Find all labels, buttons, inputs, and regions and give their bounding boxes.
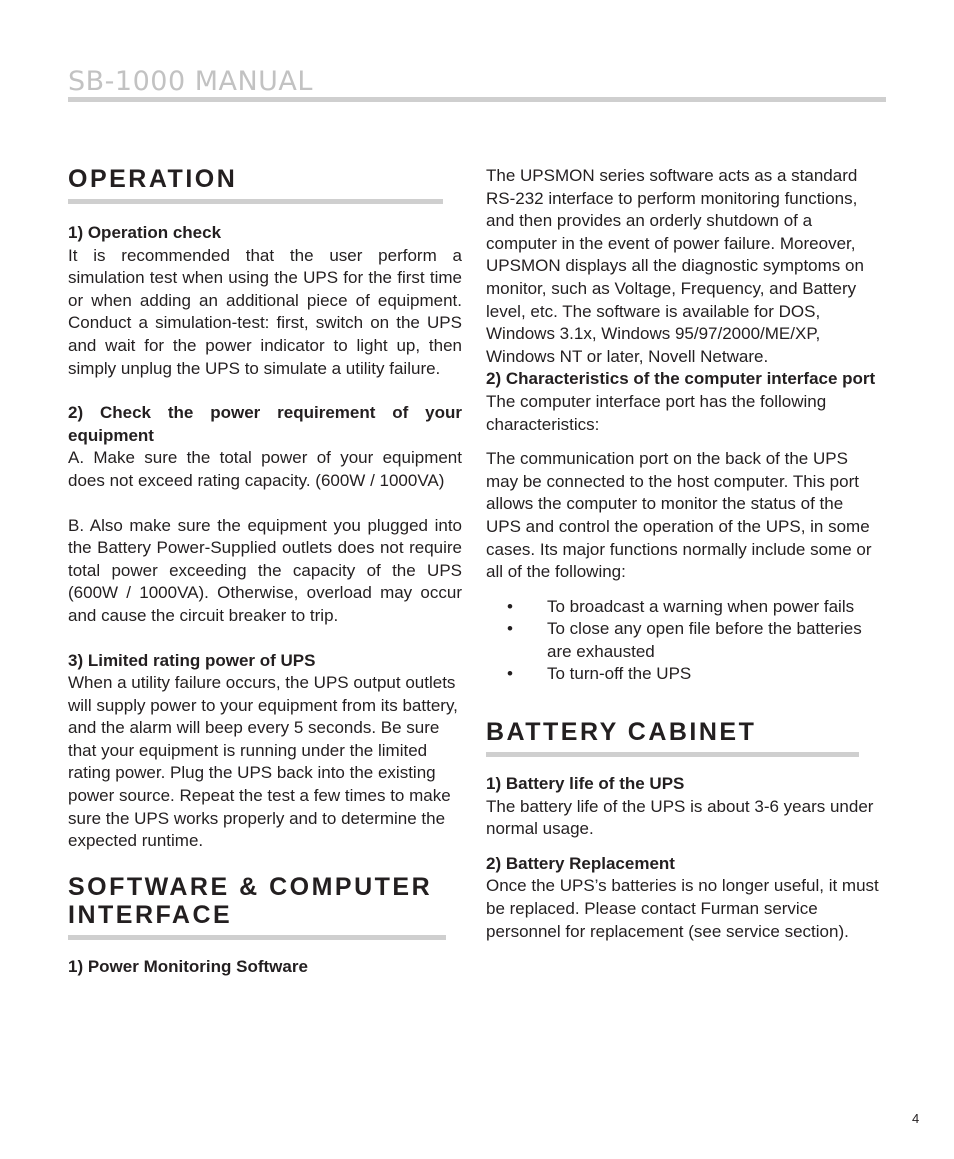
list-item: • To broadcast a warning when power fails xyxy=(486,596,881,619)
bullet-marker: • xyxy=(507,664,513,684)
page-number: 4 xyxy=(912,1111,920,1126)
header-rule xyxy=(68,97,886,102)
operation-check-heading: 1) Operation check xyxy=(68,223,222,242)
software-title-line2: INTERFACE xyxy=(68,900,233,929)
interface-port-text: The computer interface port has the following characteristics: xyxy=(486,391,827,434)
bullet-marker: • xyxy=(507,619,513,639)
limited-rating-text: When a utility failure occurs, the UPS output outlets will supply power to your equipment from its battery, and the alarm will beep every 5 seconds. Be sure that your equipment is running under the limited rating power. Plug the UPS back into the existing power source. Repeat the test a few times to make sure the UPS works properly and to determine the expected runtime. xyxy=(68,673,458,851)
section-rule xyxy=(68,935,446,940)
right-column xyxy=(486,165,881,943)
section-rule xyxy=(486,752,859,757)
left-column xyxy=(68,165,462,978)
limited-rating-heading: 3) Limited rating power of UPS xyxy=(68,650,316,670)
software-title-line1: SOFTWARE & COMPUTER xyxy=(68,872,433,901)
power-requirement-heading: 2) Check the power requirement of your equipment xyxy=(68,403,462,445)
interface-port-heading: 2) Characteristics of the computer interface port xyxy=(486,369,876,389)
battery-replacement-text: Once the UPS’s batteries is no longer useful, it must be replaced. Please contact Furman service personnel for replacement (see service section). xyxy=(486,876,879,941)
list-item: • To close any open file before the batteries are exhausted xyxy=(507,619,862,661)
list-item: • To turn-off the UPS xyxy=(486,663,881,686)
operation-check-text: It is recommended that the user perform a simulation test when using the UPS for the first time or when adding an additional piece of equipment. Conduct a simulation-test: first, switch on the UPS and wait for the power indicator to light up, then simply unplug the UPS to simulate a utility failure. xyxy=(68,245,462,378)
manual-title: SB-1000 MANUAL xyxy=(68,66,313,97)
functions-list xyxy=(486,596,881,686)
power-monitoring-heading: 1) Power Monitoring Software xyxy=(68,956,308,976)
section-rule xyxy=(68,199,443,204)
battery-replacement-heading: 2) Battery Replacement xyxy=(486,853,675,873)
power-requirement-text-a: A. Make sure the total power of your equipment does not exceed rating capacity. (600W / 1000VA) xyxy=(68,448,462,490)
power-requirement-text-b: B. Also make sure the equipment you plugged into the Battery Power-Supplied outlets does not require total power exceeding the capacity of the UPS (600W / 1000VA). Otherwise, overload may occur and cause the circuit breaker to trip. xyxy=(68,515,462,625)
section-title-operation: OPERATION xyxy=(68,165,238,193)
section-title-battery: BATTERY CABINET xyxy=(486,718,757,747)
communication-port-text: The communication port on the back of the UPS may be connected to the host computer. This port allows the computer to monitor the status of the UPS and control the operation of the UPS, in some cases. Its major functions normally include some or all of the following: xyxy=(486,449,872,582)
section-title-software xyxy=(68,873,462,929)
battery-life-heading: 1) Battery life of the UPS xyxy=(486,774,685,794)
bullet-marker: • xyxy=(507,596,513,616)
battery-life-text: The battery life of the UPS is about 3-6 years under normal usage. xyxy=(486,796,874,839)
power-monitoring-text: The UPSMON series software acts as a standard RS-232 interface to perform monitoring functions, and then provides an orderly shutdown of a computer in the event of power failure. Moreover, UPSMON displays all the diagnostic symptoms on monitor, such as Voltage, Frequency, and Battery level, etc. The software is available for DOS, Windows 3.1x, Windows 95/97/2000/ME/XP, Windows NT or later, Novell Netware. xyxy=(486,166,864,366)
